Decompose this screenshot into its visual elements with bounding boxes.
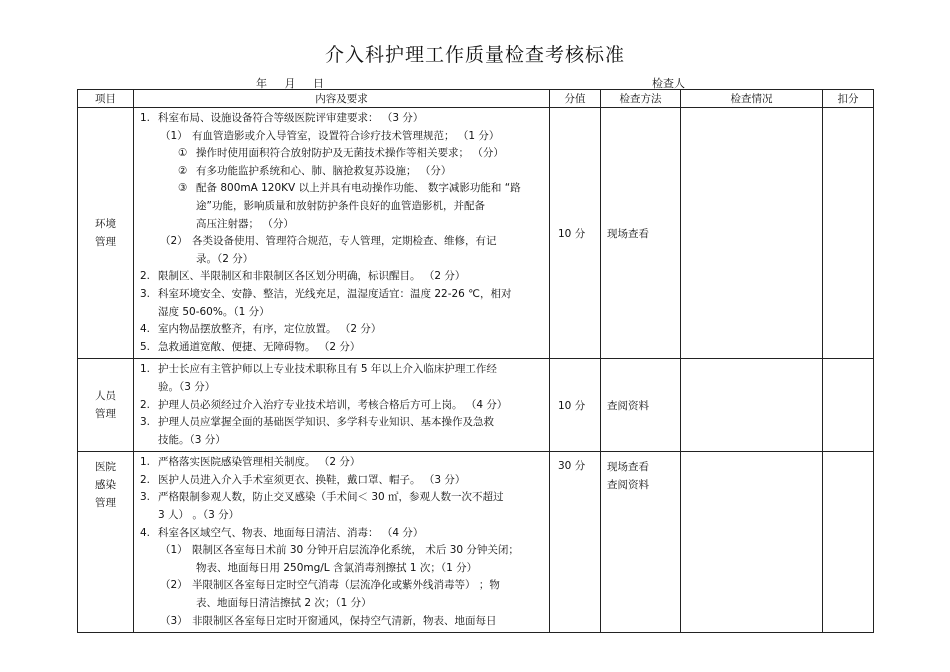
item-number: ③ [178,182,188,195]
table-row [78,108,874,359]
table-row [78,359,874,452]
requirement-line [140,304,545,322]
item-number: （3） [160,614,188,627]
project-name: 环境 [95,218,116,231]
item-text: 有血管造影或介入导管室，设置符合诊疗技术管理规范； （1 分） [192,129,500,142]
item-number: 5. [140,340,151,353]
header-status: 检查情况 [681,90,823,108]
item-text: 配备 800mA 120KV 以上并具有电动操作功能、 数字减影功能和 “路 [196,182,521,195]
item-text: 科室各区域空气、物表、地面每日清洁、消毒： （4 分） [158,526,424,539]
header-project: 项目 [78,90,134,108]
header-method: 检查方法 [601,90,681,108]
table-header-row [78,90,874,108]
status-cell[interactable] [681,359,823,452]
requirement-line [140,268,545,286]
item-text: 高压注射器； （分） [196,217,294,230]
deduction-cell[interactable] [823,452,874,633]
project-cell [78,452,134,633]
requirement-line [140,361,545,379]
item-number: 2. [140,473,151,486]
item-text: 表、地面每日清洁擦拭 2 次；（1 分） [196,597,372,610]
item-text: 严格落实医院感染管理相关制度。 （2 分） [158,456,361,469]
item-number: 3. [140,491,151,504]
requirement-line [140,507,545,525]
item-number: （2） [160,579,188,592]
content-cell [134,452,550,633]
score-cell: 10 分 [550,108,601,359]
item-number: ② [178,164,188,177]
item-number: 4. [140,323,151,336]
requirement-line [140,542,545,560]
requirement-line [140,128,545,146]
project-name: 医院 [95,461,116,474]
item-number: 2. [140,398,151,411]
inspector-label: 检查人 [652,77,685,90]
header-score: 分值 [550,90,601,108]
item-text: 操作时使用面积符合放射防护及无菌技术操作等相关要求； （分） [196,147,504,160]
item-text: 严格限制参观人数，防止交叉感染（手术间＜ 30 ㎡，参观人数一次不超过 [158,491,504,504]
project-cell [78,108,134,359]
requirement-line [140,577,545,595]
method-cell [601,108,681,359]
requirement-line [140,613,545,631]
method-name: 现场查看 [607,461,649,474]
content-cell [134,108,550,359]
project-name: 人员 [95,390,116,403]
requirement-line [140,233,545,251]
content-cell [134,359,550,452]
item-text: 科室环境安全、安静、整洁，光线充足，温湿度适宜：温度 22-26 ℃，相对 [158,287,512,300]
status-cell[interactable] [681,452,823,633]
requirement-line [140,432,545,450]
requirement-line [140,251,545,269]
project-name: 管理 [95,236,116,249]
item-text: 各类设备使用、管理符合规范，专人管理，定期检查、维修，有记 [192,235,497,248]
requirement-line [140,560,545,578]
item-number: 1. [140,456,151,469]
requirement-line [140,198,545,216]
method-name: 现场查看 [607,227,649,240]
requirement-line [140,286,545,304]
score-cell: 30 分 [550,452,601,633]
method-cell [601,359,681,452]
header-content: 内容及要求 [134,90,550,108]
method-cell [601,452,681,633]
method-name: 查阅资料 [607,479,649,492]
item-text: 科室布局、设施设备符合等级医院评审建要求： （3 分） [158,112,424,124]
requirement-line [140,454,545,472]
item-number: 3. [140,287,151,300]
deduction-cell[interactable] [823,359,874,452]
item-number: 3. [140,416,151,429]
date-label: 年 月 日 [256,77,324,90]
item-number: （1） [160,544,188,557]
project-name: 管理 [95,497,116,510]
requirement-line [140,110,545,128]
project-name: 感染 [95,479,116,492]
item-text: 限制区各室每日术前 30 分钟开启层流净化系统， 术后 30 分钟关闭； [192,544,519,557]
item-text: 有多功能监护系统和心、肺、脑抢救复苏设施； （分） [196,164,452,177]
project-name: 管理 [95,408,116,421]
requirement-line [140,163,545,181]
item-text: 技能。（3 分） [158,433,226,446]
requirement-line [140,180,545,198]
requirement-line [140,525,545,543]
requirement-line [140,321,545,339]
item-text: 物表、地面每日用 250mg/L 含氯消毒剂擦拭 1 次；（1 分） [196,561,478,574]
item-text: 验。（3 分） [158,380,216,393]
item-text: 半限制区各室每日定时空气消毒（层流净化或紫外线消毒等） ；物 [192,579,500,592]
item-number: （1） [160,129,188,142]
item-text: 急救通道宽敞、便捷、无障碍物。 （2 分） [158,340,361,353]
item-number: 4. [140,526,151,539]
item-text: 途”功能，影响质量和放射防护条件良好的血管造影机，并配备 [196,199,485,212]
requirement-line [140,414,545,432]
item-text: 录。（2 分） [196,252,254,265]
page-title: 介入科护理工作质量检查考核标准 [324,44,625,66]
item-number: 1. [140,112,151,124]
project-cell [78,359,134,452]
requirement-line [140,379,545,397]
item-text: 限制区、半限制区和非限制区各区划分明确，标识醒目。 （2 分） [158,270,466,283]
requirement-line [140,145,545,163]
item-text: 医护人员进入介入手术室须更衣、换鞋，戴口罩、帽子。 （3 分） [158,473,466,486]
inspection-table [77,89,874,633]
requirement-line [140,595,545,613]
item-text: 护理人员应掌握全面的基础医学知识、多学科专业知识、基本操作及急救 [158,416,494,429]
item-text: 湿度 50-60%。（1 分） [158,305,270,318]
status-cell[interactable] [681,108,823,359]
deduction-cell[interactable] [823,108,874,359]
item-text: 室内物品摆放整齐，有序，定位放置。 （2 分） [158,323,382,336]
requirement-line [140,397,545,415]
requirement-line [140,472,545,490]
item-number: ① [178,147,188,160]
item-number: （2） [160,235,188,248]
item-number: 1. [140,363,151,376]
table-row [78,452,874,633]
item-number: 2. [140,270,151,283]
requirement-line [140,489,545,507]
requirement-line [140,216,545,234]
score-cell: 10 分 [550,359,601,452]
item-text: 护士长应有主管护师以上专业技术职称且有 5 年以上介入临床护理工作经 [158,363,497,376]
method-name: 查阅资料 [607,399,649,412]
header-deduction: 扣分 [823,90,874,108]
item-text: 非限制区各室每日定时开窗通风，保持空气清新，物表、地面每日 [192,614,497,627]
requirement-line [140,339,545,357]
item-text: 3 人） 。（3 分） [158,509,240,522]
item-text: 护理人员必须经过介入治疗专业技术培训，考核合格后方可上岗。 （4 分） [158,398,508,411]
